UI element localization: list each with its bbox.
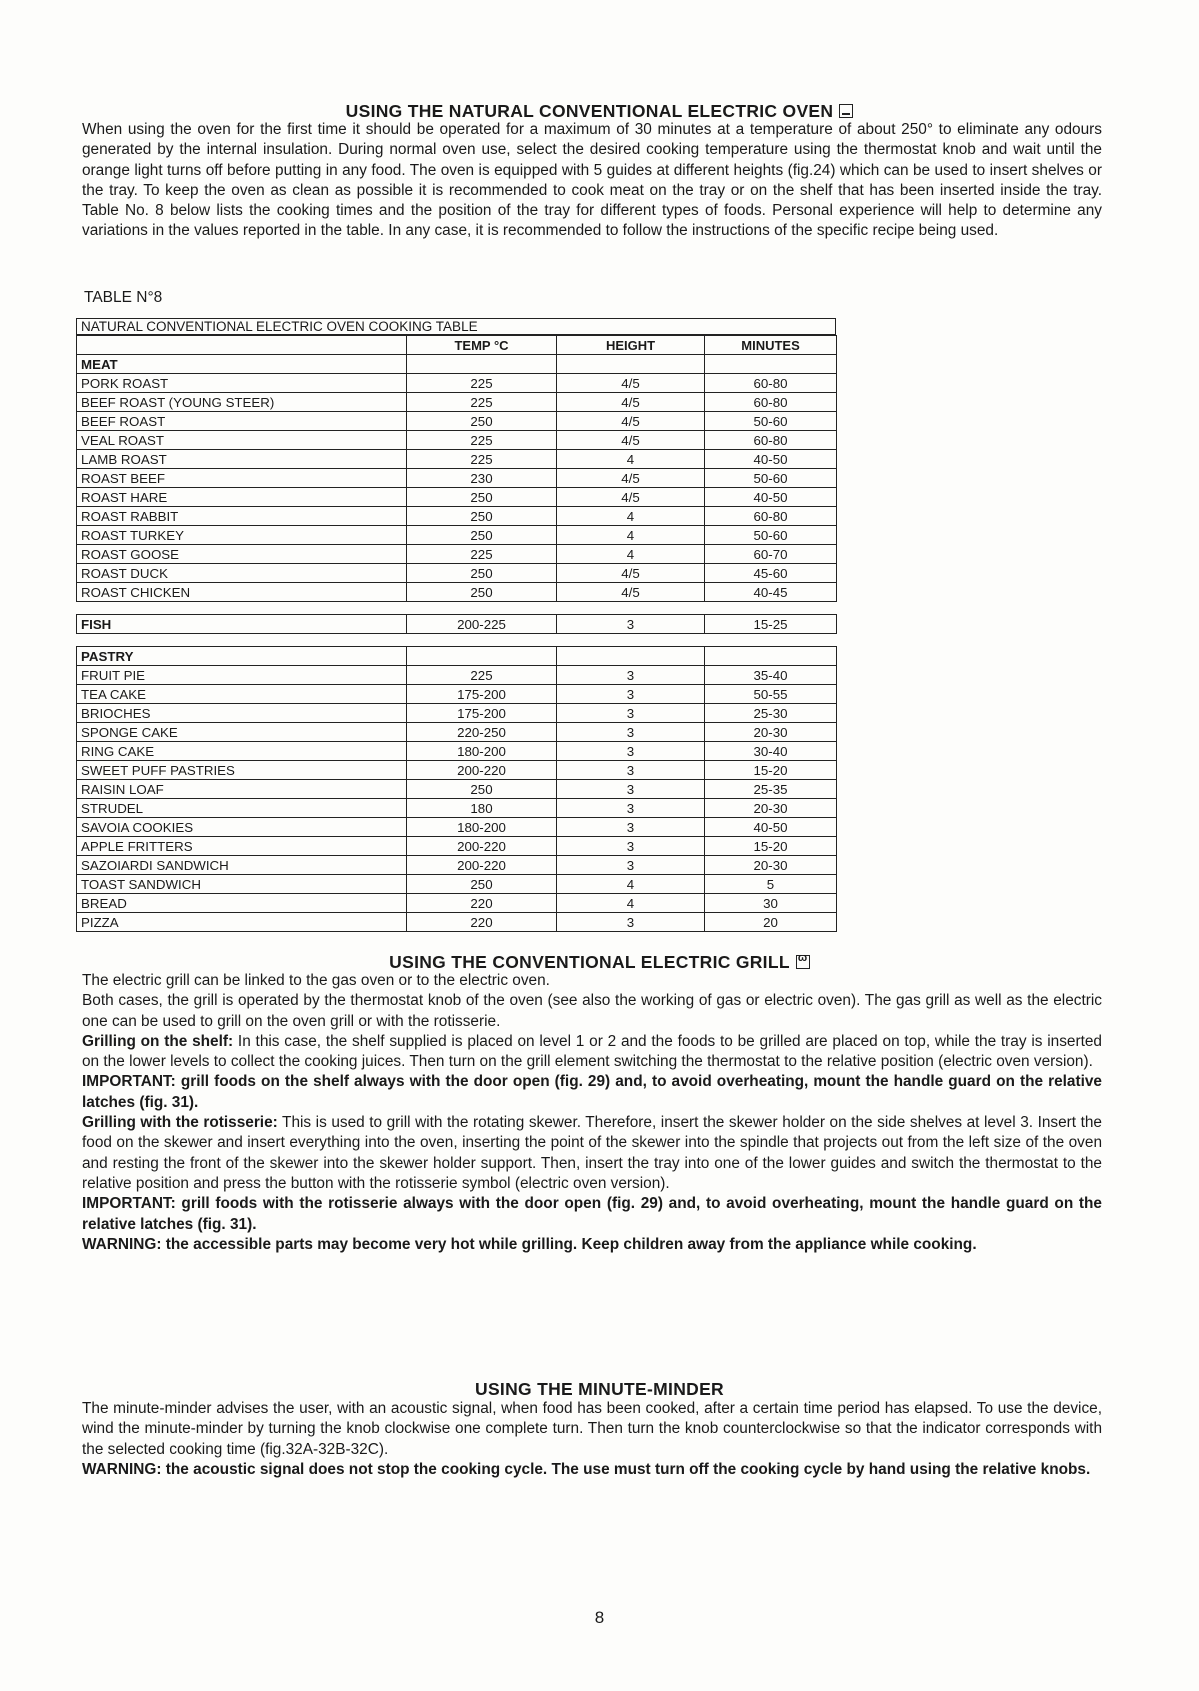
food-name: ROAST CHICKEN [77, 583, 407, 602]
minutes-value: 20-30 [705, 799, 837, 818]
food-name: PORK ROAST [77, 374, 407, 393]
table-row [77, 526, 837, 545]
fish-row [77, 615, 837, 634]
temp-value: 250 [407, 412, 557, 431]
table-row [77, 799, 837, 818]
header-temp: TEMP °C [407, 336, 557, 355]
food-name: ROAST HARE [77, 488, 407, 507]
table-spacer [77, 634, 837, 647]
table-header-row [77, 336, 837, 355]
food-name: SWEET PUFF PASTRIES [77, 761, 407, 780]
height-value: 4 [557, 545, 705, 564]
minder-warning [82, 1460, 1102, 1480]
table-row [77, 488, 837, 507]
food-name: ROAST DUCK [77, 564, 407, 583]
table-row [77, 818, 837, 837]
height-value: 4/5 [557, 393, 705, 412]
height-value: 3 [557, 856, 705, 875]
minder-section-title: USING THE MINUTE-MINDER [475, 1379, 724, 1399]
food-name: BEEF ROAST [77, 412, 407, 431]
grill-warning-text: WARNING: the accessible parts may become very hot while grilling. Keep children away from the appliance while cooking. [82, 1235, 977, 1253]
grill-p4 [82, 1113, 1102, 1194]
table-row [77, 666, 837, 685]
grill-important-2 [82, 1194, 1102, 1235]
header-height: HEIGHT [557, 336, 705, 355]
table-cell [705, 647, 837, 666]
table-row [77, 856, 837, 875]
temp-value: 225 [407, 450, 557, 469]
grill-section-title: USING THE CONVENTIONAL ELECTRIC GRILL [389, 952, 790, 972]
table-cell [407, 355, 557, 374]
table-row [77, 393, 837, 412]
minutes-value: 40-45 [705, 583, 837, 602]
height-value: 3 [557, 837, 705, 856]
table-row [77, 761, 837, 780]
table-row [77, 723, 837, 742]
food-name: RAISIN LOAF [77, 780, 407, 799]
temp-value: 175-200 [407, 685, 557, 704]
minutes-value: 20 [705, 913, 837, 932]
table-row [77, 507, 837, 526]
food-name: ROAST GOOSE [77, 545, 407, 564]
grill-icon [796, 955, 810, 969]
temp-value: 250 [407, 780, 557, 799]
table-row [77, 837, 837, 856]
temp-value: 225 [407, 666, 557, 685]
temp-value: 250 [407, 526, 557, 545]
spacer-cell [77, 634, 837, 647]
pastry-section: PASTRY [77, 647, 407, 666]
food-name: SAZOIARDI SANDWICH [77, 856, 407, 875]
food-name: TEA CAKE [77, 685, 407, 704]
food-name: RING CAKE [77, 742, 407, 761]
height-value: 4/5 [557, 583, 705, 602]
height-value: 3 [557, 818, 705, 837]
height-value: 4/5 [557, 412, 705, 431]
minutes-value: 50-60 [705, 526, 837, 545]
table-label: TABLE N°8 [84, 289, 163, 306]
table-cell [557, 355, 705, 374]
minutes-value: 5 [705, 875, 837, 894]
height-value: 3 [557, 615, 705, 634]
table-cell [705, 355, 837, 374]
height-value: 4/5 [557, 469, 705, 488]
table-row [77, 545, 837, 564]
food-name: VEAL ROAST [77, 431, 407, 450]
minutes-value: 60-80 [705, 507, 837, 526]
minutes-value: 30 [705, 894, 837, 913]
temp-value: 230 [407, 469, 557, 488]
fish-section: FISH [77, 615, 407, 634]
minutes-value: 60-70 [705, 545, 837, 564]
minutes-value: 20-30 [705, 856, 837, 875]
table-row [77, 913, 837, 932]
grill-p2: Both cases, the grill is operated by the thermostat knob of the oven (see also the working of gas or electric oven). The gas grill as well as the electric one can be used to grill on the oven grill or with the rotisserie. [82, 992, 1102, 1030]
food-name: BEEF ROAST (YOUNG STEER) [77, 393, 407, 412]
food-name: SAVOIA COOKIES [77, 818, 407, 837]
temp-value: 180-200 [407, 742, 557, 761]
food-name: LAMB ROAST [77, 450, 407, 469]
minutes-value: 15-25 [705, 615, 837, 634]
height-value: 3 [557, 761, 705, 780]
food-name: APPLE FRITTERS [77, 837, 407, 856]
height-value: 4 [557, 507, 705, 526]
grill-important-1-text: IMPORTANT: grill foods on the shelf always with the door open (fig. 29) and, to avoid overheating, mount the handle guard on the relative latches (fig. 31). [82, 1073, 1102, 1111]
food-name: FRUIT PIE [77, 666, 407, 685]
food-name: ROAST BEEF [77, 469, 407, 488]
minutes-value: 60-80 [705, 431, 837, 450]
grill-shelf-text: In this case, the shelf supplied is placed on level 1 or 2 and the foods to be grilled are placed on top, while the tray is inserted on the lower levels to collect the cooking juices. Then turn on the grill element switching the thermostat to the relative position (electric oven version). [82, 1032, 1102, 1071]
header-food [77, 336, 407, 355]
minutes-value: 25-30 [705, 704, 837, 723]
temp-value: 200-225 [407, 615, 557, 634]
height-value: 3 [557, 780, 705, 799]
grill-rotisserie-text: This is used to grill with the rotating skewer. Therefore, insert the skewer holder on the side shelves at level 3. Insert the food on the skewer and insert everything into the oven, inserting the point of the skewer into the spindle that projects out from the left size of the oven and resting the front of the skewer into the skewer holder support. Then, insert the tray into one of the lower guides and switch the thermostat to the relative position and press the button with the rotisserie symbol (electric oven version). [82, 1114, 1102, 1192]
temp-value: 180-200 [407, 818, 557, 837]
grill-important-1 [82, 1072, 1102, 1113]
minutes-value: 50-55 [705, 685, 837, 704]
food-name: BRIOCHES [77, 704, 407, 723]
minutes-value: 50-60 [705, 412, 837, 431]
minder-warning-text: WARNING: the acoustic signal does not stop the cooking cycle. The use must turn off the cooking cycle by hand using the relative knobs. [82, 1460, 1091, 1478]
temp-value: 220 [407, 913, 557, 932]
temp-value: 250 [407, 564, 557, 583]
height-value: 4 [557, 875, 705, 894]
temp-value: 225 [407, 393, 557, 412]
temp-value: 250 [407, 507, 557, 526]
minutes-value: 15-20 [705, 761, 837, 780]
height-value: 4/5 [557, 431, 705, 450]
oven-paragraph [82, 120, 1102, 242]
grill-rotisserie-label: Grilling with the rotisserie: [82, 1114, 278, 1132]
temp-value: 225 [407, 431, 557, 450]
minutes-value: 25-35 [705, 780, 837, 799]
height-value: 3 [557, 799, 705, 818]
table-row [77, 583, 837, 602]
food-name: SPONGE CAKE [77, 723, 407, 742]
food-name: ROAST RABBIT [77, 507, 407, 526]
table-row [77, 742, 837, 761]
table-row [77, 412, 837, 431]
minutes-value: 15-20 [705, 837, 837, 856]
pastry-section-row [77, 647, 837, 666]
minutes-value: 60-80 [705, 393, 837, 412]
food-name: ROAST TURKEY [77, 526, 407, 545]
food-name: PIZZA [77, 913, 407, 932]
temp-value: 225 [407, 374, 557, 393]
oven-text: When using the oven for the first time it should be operated for a maximum of 30 minutes at a temperature of about 250° to eliminate any odours generated by the internal insulation. During normal oven use, select the desired cooking temperature using the thermostat knob and wait until the orange light turns off before putting in any food. The oven is equipped with 5 guides at different heights (fig.24) which can be used to insert shelves or the tray. To keep the oven as clean as possible it is recommended to cook meat on the tray or on the shelf that has been inserted inside the tray. Table No. 8 below lists the cooking times and the position of the tray for different types of foods. Personal experience will help to determine any variations in the values reported in the table. In any case, it is recommended to follow the instructions of the specific recipe being used. [82, 121, 1102, 240]
minutes-value: 40-50 [705, 488, 837, 507]
temp-value: 250 [407, 583, 557, 602]
minutes-value: 40-50 [705, 450, 837, 469]
minutes-value: 60-80 [705, 374, 837, 393]
minder-section-heading [0, 1379, 1199, 1400]
temp-value: 250 [407, 875, 557, 894]
height-value: 4 [557, 526, 705, 545]
table-row [77, 894, 837, 913]
height-value: 3 [557, 666, 705, 685]
grill-p3 [82, 1032, 1102, 1073]
grill-important-2-text: IMPORTANT: grill foods with the rotisserie always with the door open (fig. 29) and, to avoid overheating, mount the handle guard on the relative latches (fig. 31). [82, 1195, 1102, 1233]
minutes-value: 35-40 [705, 666, 837, 685]
table-row [77, 780, 837, 799]
height-value: 4 [557, 450, 705, 469]
meat-section: MEAT [77, 355, 407, 374]
grill-warning [82, 1235, 1102, 1255]
temp-value: 200-220 [407, 761, 557, 780]
table-row [77, 875, 837, 894]
table-spacer [77, 602, 837, 615]
oven-section-heading [0, 101, 1199, 122]
height-value: 4/5 [557, 488, 705, 507]
table-row [77, 450, 837, 469]
temp-value: 175-200 [407, 704, 557, 723]
grill-shelf-label: Grilling on the shelf: [82, 1032, 234, 1050]
header-minutes: MINUTES [705, 336, 837, 355]
table-row [77, 685, 837, 704]
grill-paragraphs [82, 971, 1102, 1255]
minder-paragraphs [82, 1399, 1102, 1480]
minutes-value: 40-50 [705, 818, 837, 837]
cooking-table [76, 335, 837, 932]
oven-icon [839, 104, 853, 118]
table-caption: NATURAL CONVENTIONAL ELECTRIC OVEN COOKING TABLE [76, 318, 836, 335]
page-number: 8 [594, 1608, 605, 1627]
height-value: 3 [557, 685, 705, 704]
temp-value: 220-250 [407, 723, 557, 742]
height-value: 4 [557, 894, 705, 913]
height-value: 3 [557, 723, 705, 742]
temp-value: 220 [407, 894, 557, 913]
minutes-value: 20-30 [705, 723, 837, 742]
height-value: 3 [557, 913, 705, 932]
table-cell [407, 647, 557, 666]
height-value: 3 [557, 704, 705, 723]
grill-section-heading [0, 952, 1199, 973]
temp-value: 250 [407, 488, 557, 507]
temp-value: 200-220 [407, 837, 557, 856]
height-value: 4/5 [557, 374, 705, 393]
food-name: TOAST SANDWICH [77, 875, 407, 894]
minutes-value: 30-40 [705, 742, 837, 761]
table-row [77, 469, 837, 488]
table-row [77, 704, 837, 723]
oven-section-title: USING THE NATURAL CONVENTIONAL ELECTRIC OVEN [345, 101, 834, 121]
spacer-cell [77, 602, 837, 615]
minutes-value: 50-60 [705, 469, 837, 488]
temp-value: 225 [407, 545, 557, 564]
temp-value: 180 [407, 799, 557, 818]
minder-text: The minute-minder advises the user, with an acoustic signal, when food has been cooked, after a certain time period has elapsed. To use the device, wind the minute-minder by turning the knob clockwise one complete turn. Then turn the knob counterclockwise so that the indicator corresponds with the selected cooking time (fig.32A-32B-32C). [82, 1400, 1102, 1458]
table-row [77, 374, 837, 393]
height-value: 4/5 [557, 564, 705, 583]
table-row [77, 431, 837, 450]
meat-section-row [77, 355, 837, 374]
table-row [77, 564, 837, 583]
minutes-value: 45-60 [705, 564, 837, 583]
food-name: STRUDEL [77, 799, 407, 818]
table-cell [557, 647, 705, 666]
temp-value: 200-220 [407, 856, 557, 875]
food-name: BREAD [77, 894, 407, 913]
grill-p1: The electric grill can be linked to the gas oven or to the electric oven. [82, 972, 550, 989]
height-value: 3 [557, 742, 705, 761]
